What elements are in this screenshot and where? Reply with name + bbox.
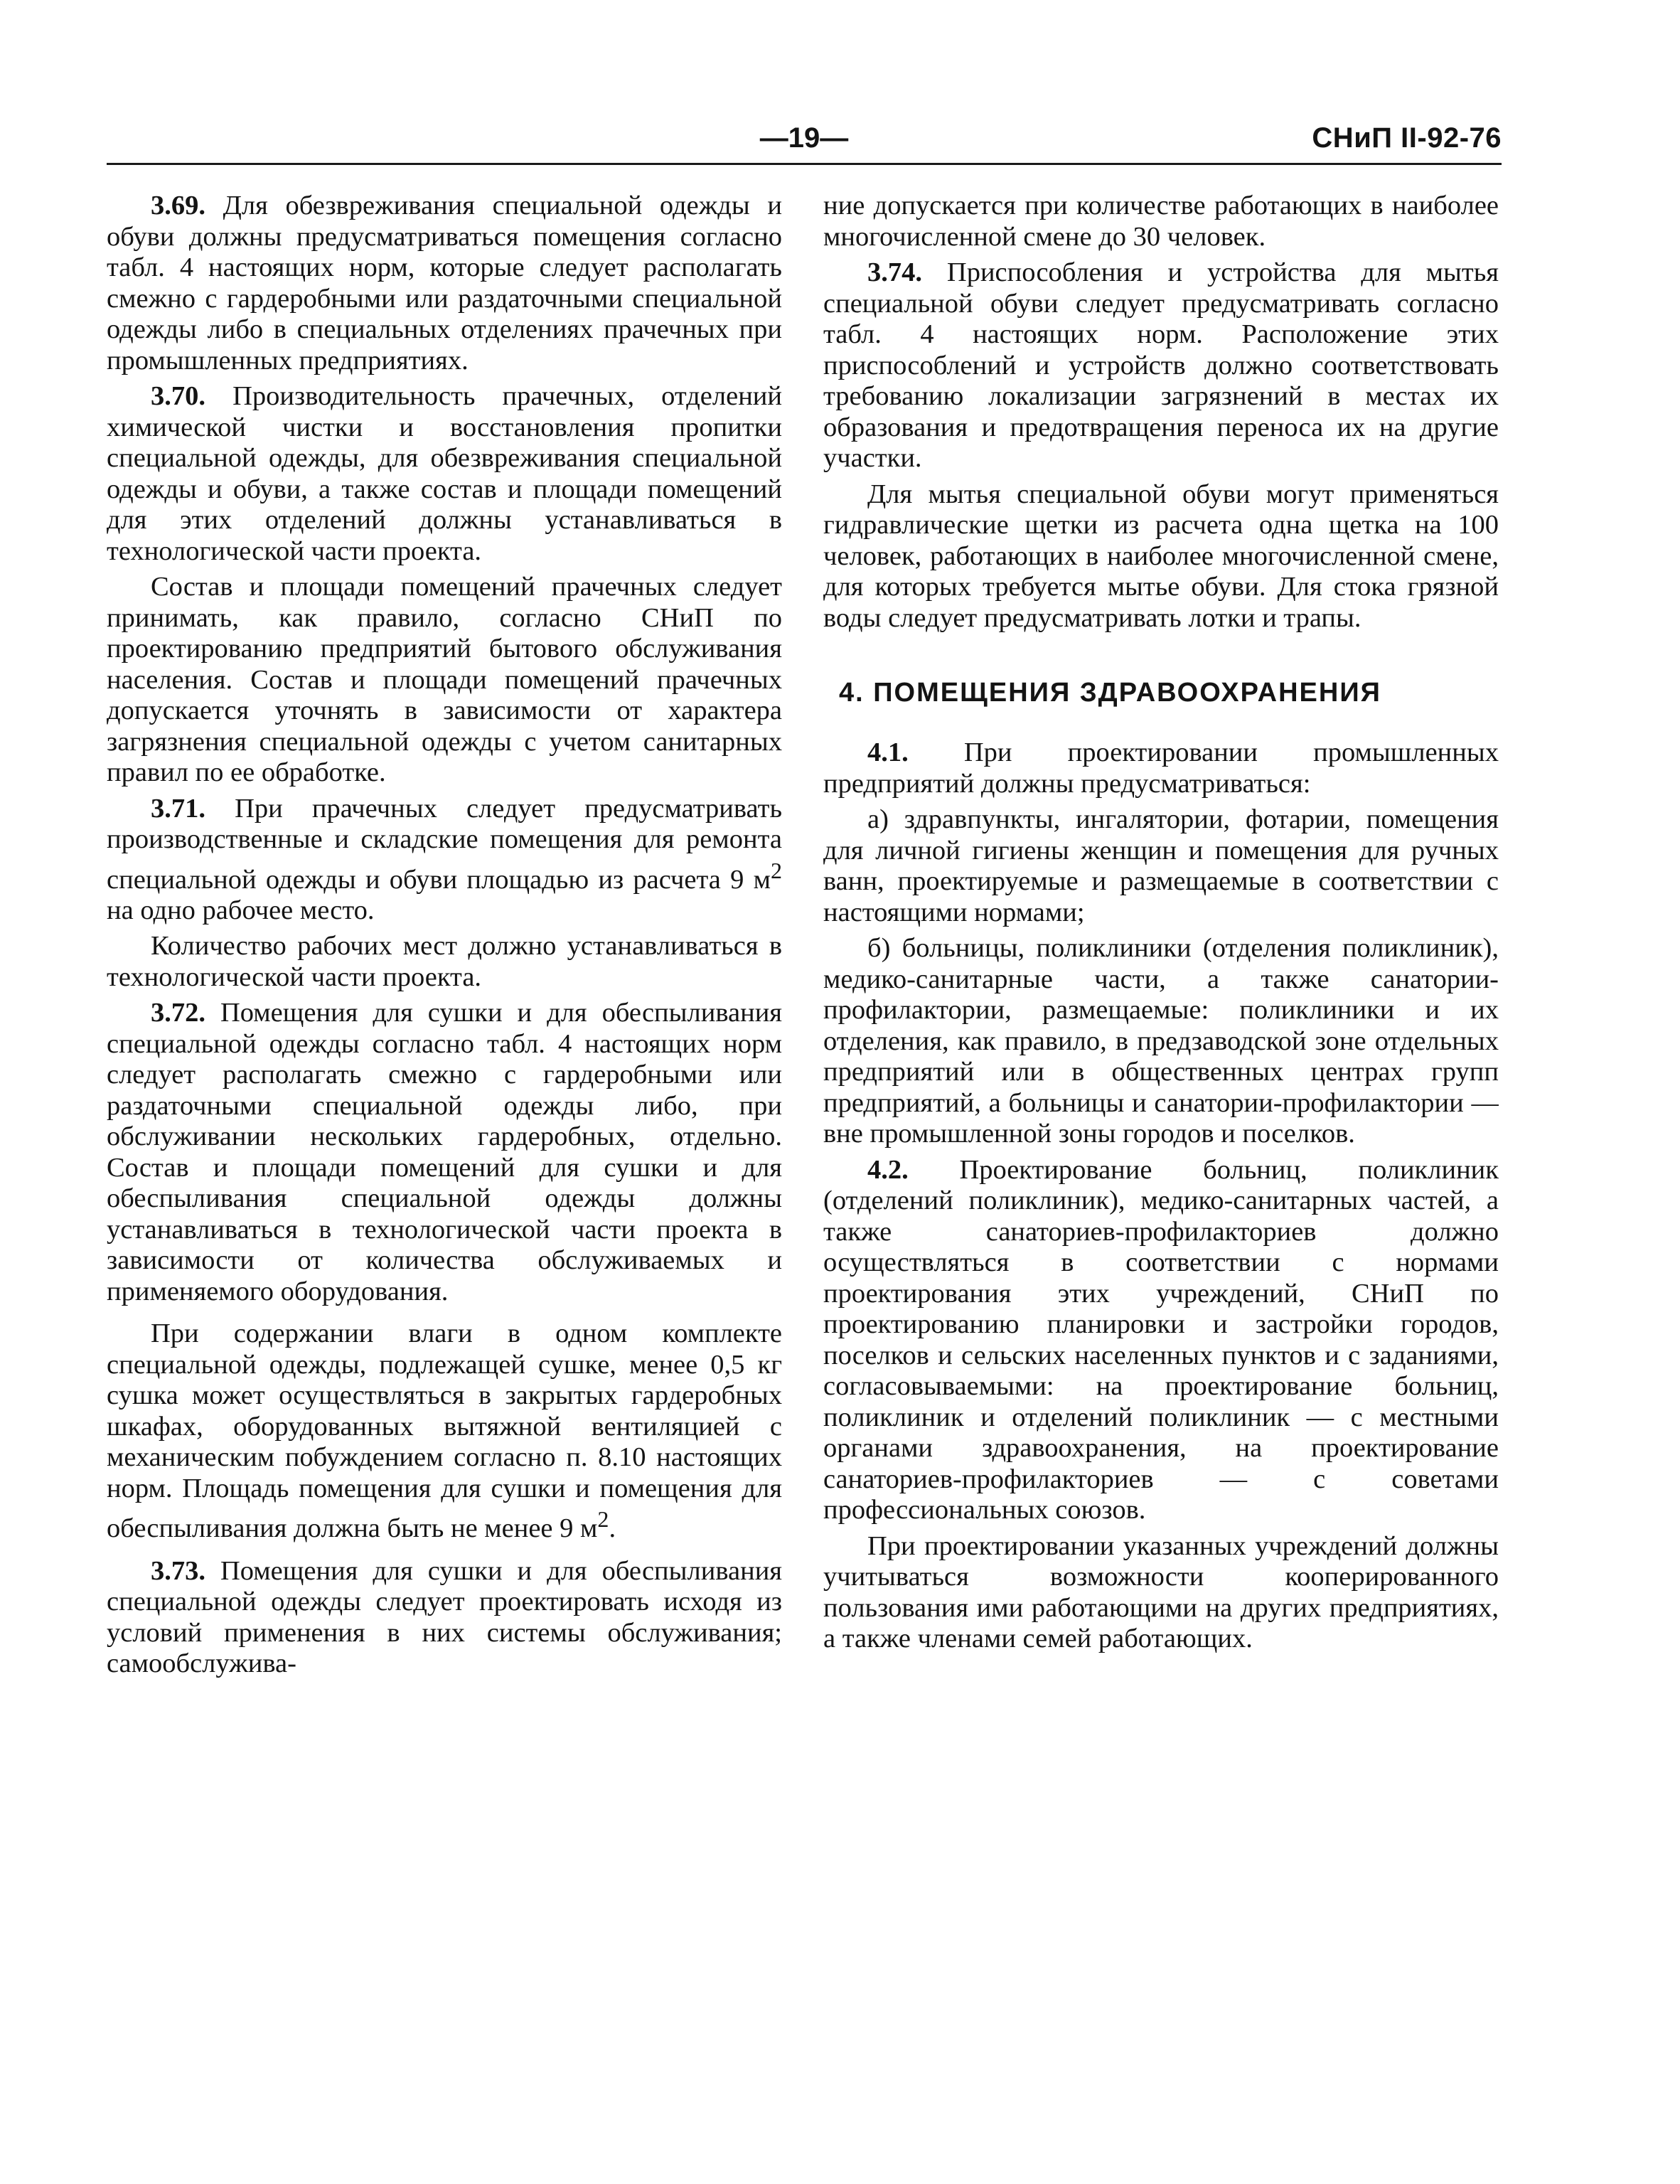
document-code: СНиП II-92-76	[1312, 122, 1502, 154]
paragraph-4-2-cont	[823, 1531, 1499, 1655]
paragraph-3-72-cont	[107, 1319, 782, 1544]
clause-number: 3.73.	[151, 1555, 205, 1586]
right-column	[823, 191, 1499, 2011]
paragraph-3-69	[107, 191, 782, 376]
superscript: 2	[597, 1506, 609, 1533]
paragraph-text: .	[609, 1513, 616, 1544]
section-heading: 4. ПОМЕЩЕНИЯ ЗДРАВООХРАНЕНИЯ	[839, 678, 1381, 708]
clause-number: 3.72.	[151, 998, 205, 1028]
paragraph-text: При прачечных следует предусматривать производственные и складские помещения для ремонта специальной одежды и обуви площадью из расчета 9 м	[107, 793, 782, 895]
paragraph-4-1	[823, 737, 1499, 799]
clause-number: 3.69.	[151, 191, 205, 220]
paragraph-4-2	[823, 1155, 1499, 1526]
paragraph-text: а) здравпункты, ингалятории, фотарии, помещения для личной гигиены женщин и помещения для ручных ванн, проектируемые и размещаемые в соответствии с настоящими нормами;	[823, 804, 1499, 927]
paragraph-3-73	[107, 1556, 782, 1680]
paragraph-3-71-cont	[107, 931, 782, 993]
paragraph-text: При проектировании промышленных предприятий должны предусматриваться:	[823, 737, 1499, 799]
paragraph-text: Количество рабочих мест должно устанавливаться в технологической части проекта.	[107, 931, 782, 992]
paragraph-text: Приспособления и устройства для мытья специальной обуви следует предусматривать согласно табл. 4 настоящих норм. Расположение этих приспособлений и устройств должно соответствовать требованию локализации загрязнений в местах их образования и предотвращения переноса их на другие участки.	[823, 257, 1499, 473]
paragraph-text: При проектировании указанных учреждений должны учитываться возможности кооперированного пользования ими работающими на других предприятиях, а также членами семей работающих.	[823, 1530, 1499, 1653]
paragraph-3-70	[107, 381, 782, 567]
paragraph-text: на одно рабочее место.	[107, 895, 375, 925]
paragraph-text: Производительность прачечных, отделений химической чистки и восстановления пропитки специальной одежды, для обезвреживания специальной одежды и обуви, а также состав и площади помещений для этих отделений должны устанавливаться в технологической части проекта.	[107, 381, 782, 566]
left-column	[107, 191, 782, 2011]
paragraph-text: Состав и площади помещений прачечных следует принимать, как правило, согласно СНиП по проектированию предприятий бытового обслуживания населения. Состав и площади помещений прачечных допускается уточнять в зависимости от характера загрязнения специальной одежды с учетом санитарных правил по ее обработке.	[107, 572, 782, 787]
paragraph-text: При содержании влаги в одном комплекте специальной одежды, подлежащей сушке, менее 0,5 кг сушка может осуществляться в закрытых гардеробных шкафах, оборудованных вытяжной вентиляцией с механическим побуждением согласно п. 8.10 настоящих норм. Площадь помещения для сушки и помещения для обеспыливания должна быть не менее 9 м	[107, 1319, 782, 1544]
superscript: 2	[770, 857, 782, 883]
paragraph-3-73-cont	[823, 191, 1499, 252]
paragraph-text: Для обезвреживания специальной одежды и обуви должны предусматриваться помещения согласно табл. 4 настоящих норм, которые следует располагать смежно с гардеробными или раздаточными специальной одежды либо в специальных отделениях прачечных при промышленных предприятиях.	[107, 191, 782, 375]
paragraph-3-70-cont	[107, 572, 782, 789]
clause-number: 3.70.	[151, 381, 205, 411]
clause-number: 4.2.	[867, 1154, 909, 1185]
clause-number: 3.71.	[151, 793, 205, 824]
paragraph-3-74-cont	[823, 479, 1499, 634]
page-number: —19—	[759, 122, 849, 154]
paragraph-4-1-b	[823, 933, 1499, 1150]
paragraph-3-71	[107, 794, 782, 927]
paragraph-text: Помещения для сушки и для обеспыливания специальной одежды согласно табл. 4 настоящих норм следует располагать смежно с гардеробными или раздаточными специальной одежды либо, при обслуживании нескольких гардеробных, отдельно. Состав и площади помещений для сушки и для обеспыливания специальной одежды должны устанавливаться в технологической части проекта в зависимости от количества обслуживаемых и применяемого оборудования.	[107, 998, 782, 1306]
clause-number: 3.74.	[867, 257, 922, 287]
page-header	[107, 119, 1502, 162]
paragraph-4-1-a	[823, 804, 1499, 928]
header-rule	[107, 163, 1502, 165]
paragraph-3-74	[823, 257, 1499, 474]
paragraph-3-72	[107, 998, 782, 1307]
paragraph-text: Проектирование больниц, поликлиник (отделений поликлиник), медико-санитарных частей, а также санаториев-профилакториев должно осуществляться в соответствии с нормами проектирования этих учреждений, СНиП по проектированию планировки и застройки городов, поселков и сельских населенных пунктов и с заданиями, согласовываемыми: на проектирование больниц, поликлиник и отделений поликлиник — с местными органами здравоохранения, на проектирование санаториев-профилакториев — с советами профессиональных союзов.	[823, 1154, 1499, 1525]
paragraph-text: Помещения для сушки и для обеспыливания специальной одежды следует проектировать исходя из условий применения в них системы обслуживания; самообслужива-	[107, 1555, 782, 1679]
paragraph-text: Для мытья специальной обуви могут применяться гидравлические щетки из расчета одна щетка на 100 человек, работающих в наиболее многочисленной смене, для которых требуется мытье обуви. Для стока грязной воды следует предусматривать лотки и трапы.	[823, 479, 1499, 633]
paragraph-text: ние допускается при количестве работающих в наиболее многочисленной смене до 30 человек.	[823, 191, 1499, 252]
paragraph-text: б) больницы, поликлиники (отделения поликлиник), медико-санитарные части, а также санатории-профилактории, размещаемые: поликлиники и их отделения, как правило, в предзаводской зоне отдельных предприятий или в общественных центрах групп предприятий, а больницы и санатории-профилактории — вне промышленной зоны городов и поселков.	[823, 933, 1499, 1149]
clause-number: 4.1.	[867, 737, 909, 767]
